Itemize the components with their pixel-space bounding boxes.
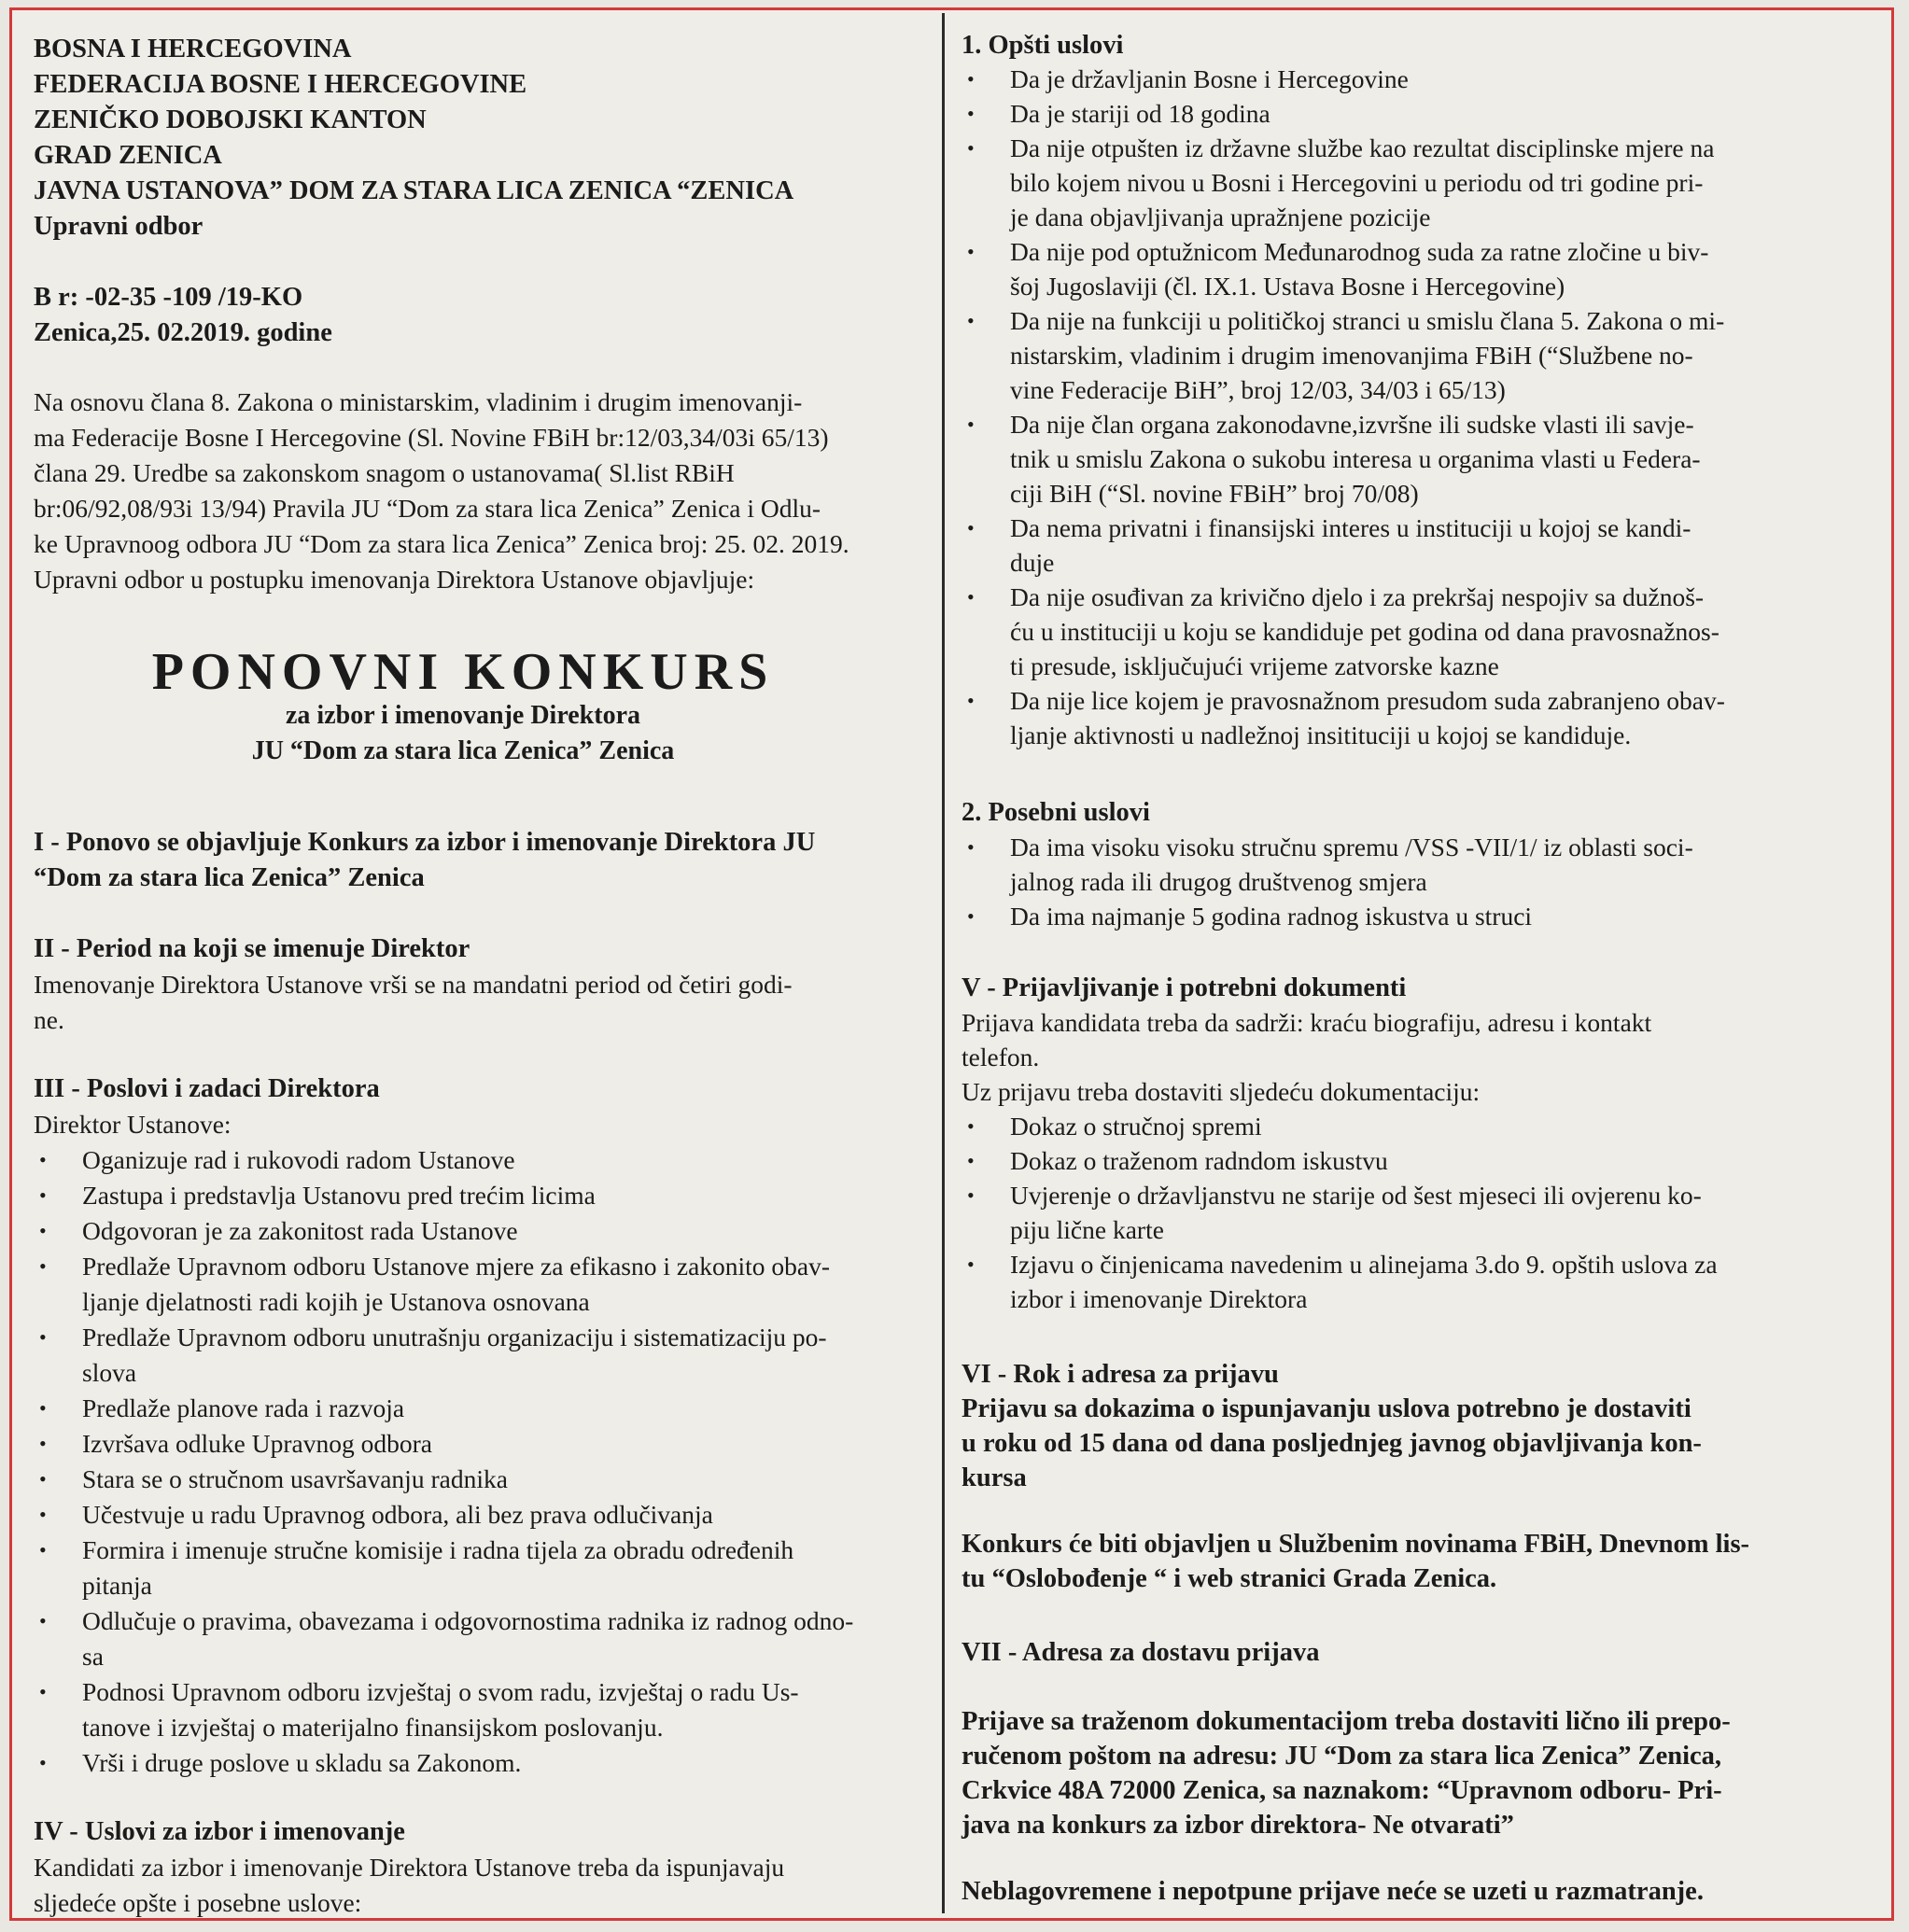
paragraph-line: u roku od 15 dana od dana posljednjeg javnog objavljivanja kon- <box>962 1429 1702 1458</box>
intro-line: br:06/92,08/93i 13/94) Pravila JU “Dom za stara lica Zenica” Zenica i Odlu- <box>34 494 821 523</box>
section-heading: III - Poslovi i zadaci Direktora <box>34 1074 380 1103</box>
paragraph-line: kursa <box>962 1463 1027 1492</box>
list-item-continuation: ljanje djelatnosti radi kojih je Ustanova osnovana <box>82 1287 590 1316</box>
list-item: • Predlaže Upravnom odboru unutrašnju organizaciju i sistematizaciju po- <box>34 1320 827 1355</box>
list-item-continuation: pitanja <box>82 1571 152 1600</box>
paragraph-line: java na konkurs za izbor direktora- Ne otvarati” <box>962 1811 1514 1840</box>
list-item: • Da je državljanin Bosne i Hercegovine <box>962 62 1409 97</box>
paragraph-line: Prijavu sa dokazima o ispunjavanju uslova potrebno je dostaviti <box>962 1394 1691 1423</box>
list-item-continuation: sa <box>82 1642 104 1671</box>
page-subtitle: za izbor i imenovanje Direktora <box>285 701 640 730</box>
list-item-continuation: ću u instituciji u koju se kandiduje pet godina od dana pravosnažnos- <box>1010 617 1720 646</box>
list-item: • Podnosi Upravnom odboru izvještaj o svom radu, izvještaj o radu Us- <box>34 1674 799 1710</box>
header-line: JAVNA USTANOVA” DOM ZA STARA LICA ZENICA “ZENICA <box>34 176 794 205</box>
section-heading: V - Prijavljivanje i potrebni dokumenti <box>962 973 1407 1002</box>
section-heading: II - Period na koji se imenuje Direktor <box>34 934 470 963</box>
section-heading: IV - Uslovi za izbor i imenovanje <box>34 1817 405 1846</box>
list-item-continuation: tanove i izvještaj o materijalno finansijskom poslovanju. <box>82 1713 664 1742</box>
list-item: • Vrši i druge poslove u skladu sa Zakonom. <box>34 1745 521 1781</box>
list-item: • Uvjerenje o državljanstvu ne starije od šest mjeseci ili ovjerenu ko- <box>962 1178 1702 1213</box>
list-item: • Zastupa i predstavlja Ustanovu pred trećim licima <box>34 1178 596 1213</box>
intro-line: ma Federacije Bosne I Hercegovine (Sl. Novine FBiH br:12/03,34/03i 65/13) <box>34 423 829 452</box>
list-item-continuation: tnik u smislu Zakona o sukobu interesa u organima vlasti u Federa- <box>1010 444 1701 473</box>
paragraph-line: ručenom poštom na adresu: JU “Dom za stara lica Zenica” Zenica, <box>962 1742 1722 1771</box>
list-item: • Dokaz o traženom radndom iskustvu <box>962 1143 1388 1179</box>
section-heading: 2. Posebni uslovi <box>962 798 1150 827</box>
list-item: • Formira i imenuje stručne komisije i radna tijela za obradu određenih <box>34 1533 793 1568</box>
list-item: • Izvršava odluke Upravnog odbora <box>34 1426 432 1462</box>
intro-line: Upravni odbor u postupku imenovanja Direktora Ustanove objavljuje: <box>34 565 755 594</box>
section-heading: VII - Adresa za dostavu prijava <box>962 1638 1320 1667</box>
intro-line: Na osnovu člana 8. Zakona o ministarskim, vladinim i drugim imenovanji- <box>34 387 803 416</box>
document-date: Zenica,25. 02.2019. godine <box>34 318 332 347</box>
paragraph-line: Uz prijavu treba dostaviti sljedeću dokumentaciju: <box>962 1077 1481 1106</box>
paragraph-line: ne. <box>34 1005 64 1034</box>
closing-note: Neblagovremene i nepotpune prijave neće se uzeti u razmatranje. <box>962 1877 1704 1906</box>
list-item: • Da nije otpušten iz državne službe kao rezultat disciplinske mjere na <box>962 131 1714 166</box>
paragraph-line: sljedeće opšte i posebne uslove: <box>34 1888 362 1917</box>
header-line: Upravni odbor <box>34 212 204 241</box>
list-item: • Učestvuje u radu Upravnog odbora, ali bez prava odlučivanja <box>34 1497 713 1533</box>
list-item-continuation: izbor i imenovanje Direktora <box>1010 1284 1308 1313</box>
list-item: • Odlučuje o pravima, obavezama i odgovornostima radnika iz radnog odno- <box>34 1603 853 1639</box>
list-item: • Stara se o stručnom usavršavanju radnika <box>34 1462 508 1497</box>
list-item-continuation: bilo kojem nivou u Bosni i Hercegovini u periodu od tri godine pri- <box>1010 168 1704 197</box>
paragraph-line: telefon. <box>962 1043 1040 1071</box>
list-item-continuation: piju lične karte <box>1010 1215 1164 1244</box>
list-item: • Da nije na funkciji u političkoj stranci u smislu člana 5. Zakona o mi- <box>962 303 1724 339</box>
paragraph-line: Imenovanje Direktora Ustanove vrši se na mandatni period od četiri godi- <box>34 970 793 999</box>
list-item: • Dokaz o stručnoj spremi <box>962 1109 1262 1144</box>
section-heading: “Dom za stara lica Zenica” Zenica <box>34 863 425 892</box>
list-item-continuation: slova <box>82 1358 137 1387</box>
list-item: • Predlaže planove rada i razvoja <box>34 1391 404 1426</box>
page-subtitle: JU “Dom za stara lica Zenica” Zenica <box>251 736 675 765</box>
paragraph-line: Crkvice 48A 72000 Zenica, sa naznakom: “Upravnom odboru- Pri- <box>962 1776 1722 1805</box>
section-heading: VI - Rok i adresa za prijavu <box>962 1360 1279 1389</box>
page-title: PONOVNI KONKURS <box>151 643 775 701</box>
list-item-continuation: je dana objavljivanja upražnjene pozicije <box>1010 203 1431 231</box>
list-item-continuation: duje <box>1010 548 1055 577</box>
list-item: • Da nema privatni i finansijski interes u instituciji u kojoj se kandi- <box>962 511 1691 546</box>
list-item: • Da nije osuđivan za krivično djelo i za prekršaj nespojiv sa dužnoš- <box>962 580 1704 615</box>
paragraph-line: Prijava kandidata treba da sadrži: kraću biografiju, adresu i kontakt <box>962 1008 1652 1037</box>
paragraph-line: tu “Oslobođenje “ i web stranici Grada Zenica. <box>962 1564 1497 1593</box>
section-heading: I - Ponovo se objavljuje Konkurs za izbor i imenovanje Direktora JU <box>34 828 816 857</box>
paragraph-line: Konkurs će biti objavljen u Službenim novinama FBiH, Dnevnom lis- <box>962 1530 1750 1559</box>
list-item: • Da nije član organa zakonodavne,izvršne ili sudske vlasti ili savje- <box>962 407 1694 442</box>
list-item: • Odgovoran je za zakonitost rada Ustanove <box>34 1213 518 1249</box>
section-heading: 1. Opšti uslovi <box>962 31 1124 60</box>
reference-number: B r: -02-35 -109 /19-KO <box>34 283 303 312</box>
list-item: • Izjavu o činjenicama navedenim u alinejama 3.do 9. opštih uslova za <box>962 1247 1718 1282</box>
list-item-continuation: jalnog rada ili drugog društvenog smjera <box>1010 867 1427 896</box>
list-item-continuation: nistarskim, vladinim i drugim imenovanjima FBiH (“Službene no- <box>1010 341 1693 370</box>
list-item: • Oganizuje rad i rukovodi radom Ustanove <box>34 1142 515 1178</box>
paragraph-line: Direktor Ustanove: <box>34 1110 232 1139</box>
header-line: ZENIČKO DOBOJSKI KANTON <box>34 105 427 134</box>
list-item-continuation: ciji BiH (“Sl. novine FBiH” broj 70/08) <box>1010 479 1419 508</box>
header-line: BOSNA I HERCEGOVINA <box>34 35 352 63</box>
header-line: GRAD ZENICA <box>34 141 222 170</box>
list-item: • Da nije pod optužnicom Međunarodnog suda za ratne zločine u biv- <box>962 234 1708 270</box>
paragraph-line: Kandidati za izbor i imenovanje Direktora Ustanove treba da ispunjavaju <box>34 1853 785 1882</box>
list-item: • Da nije lice kojem je pravosnažnom presudom suda zabranjeno obav- <box>962 683 1725 719</box>
header-line: FEDERACIJA BOSNE I HERCEGOVINE <box>34 70 527 99</box>
list-item-continuation: ljanje aktivnosti u nadležnoj insitituciji u kojoj se kandiduje. <box>1010 721 1632 749</box>
column-divider <box>942 13 945 1913</box>
list-item: • Da ima najmanje 5 godina radnog iskustva u struci <box>962 899 1532 934</box>
list-item: • Predlaže Upravnom odboru Ustanove mjere za efikasno i zakonito obav- <box>34 1249 830 1284</box>
list-item: • Da ima visoku visoku stručnu spremu /VSS -VII/1/ iz oblasti soci- <box>962 830 1693 865</box>
list-item-continuation: vine Federacije BiH”, broj 12/03, 34/03 i 65/13) <box>1010 375 1506 404</box>
intro-line: ke Upravnoog odbora JU “Dom za stara lica Zenica” Zenica broj: 25. 02. 2019. <box>34 529 849 558</box>
list-item-continuation: šoj Jugoslaviji (čl. IX.1. Ustava Bosne i Hercegovine) <box>1010 272 1565 301</box>
list-item: • Da je stariji od 18 godina <box>962 96 1270 132</box>
paragraph-line: Prijave sa traženom dokumentacijom treba dostaviti lično ili prepo- <box>962 1707 1731 1736</box>
intro-line: člana 29. Uredbe sa zakonskom snagom o ustanovama( Sl.list RBiH <box>34 458 735 487</box>
list-item-continuation: ti presude, isključujući vrijeme zatvorske kazne <box>1010 651 1499 680</box>
